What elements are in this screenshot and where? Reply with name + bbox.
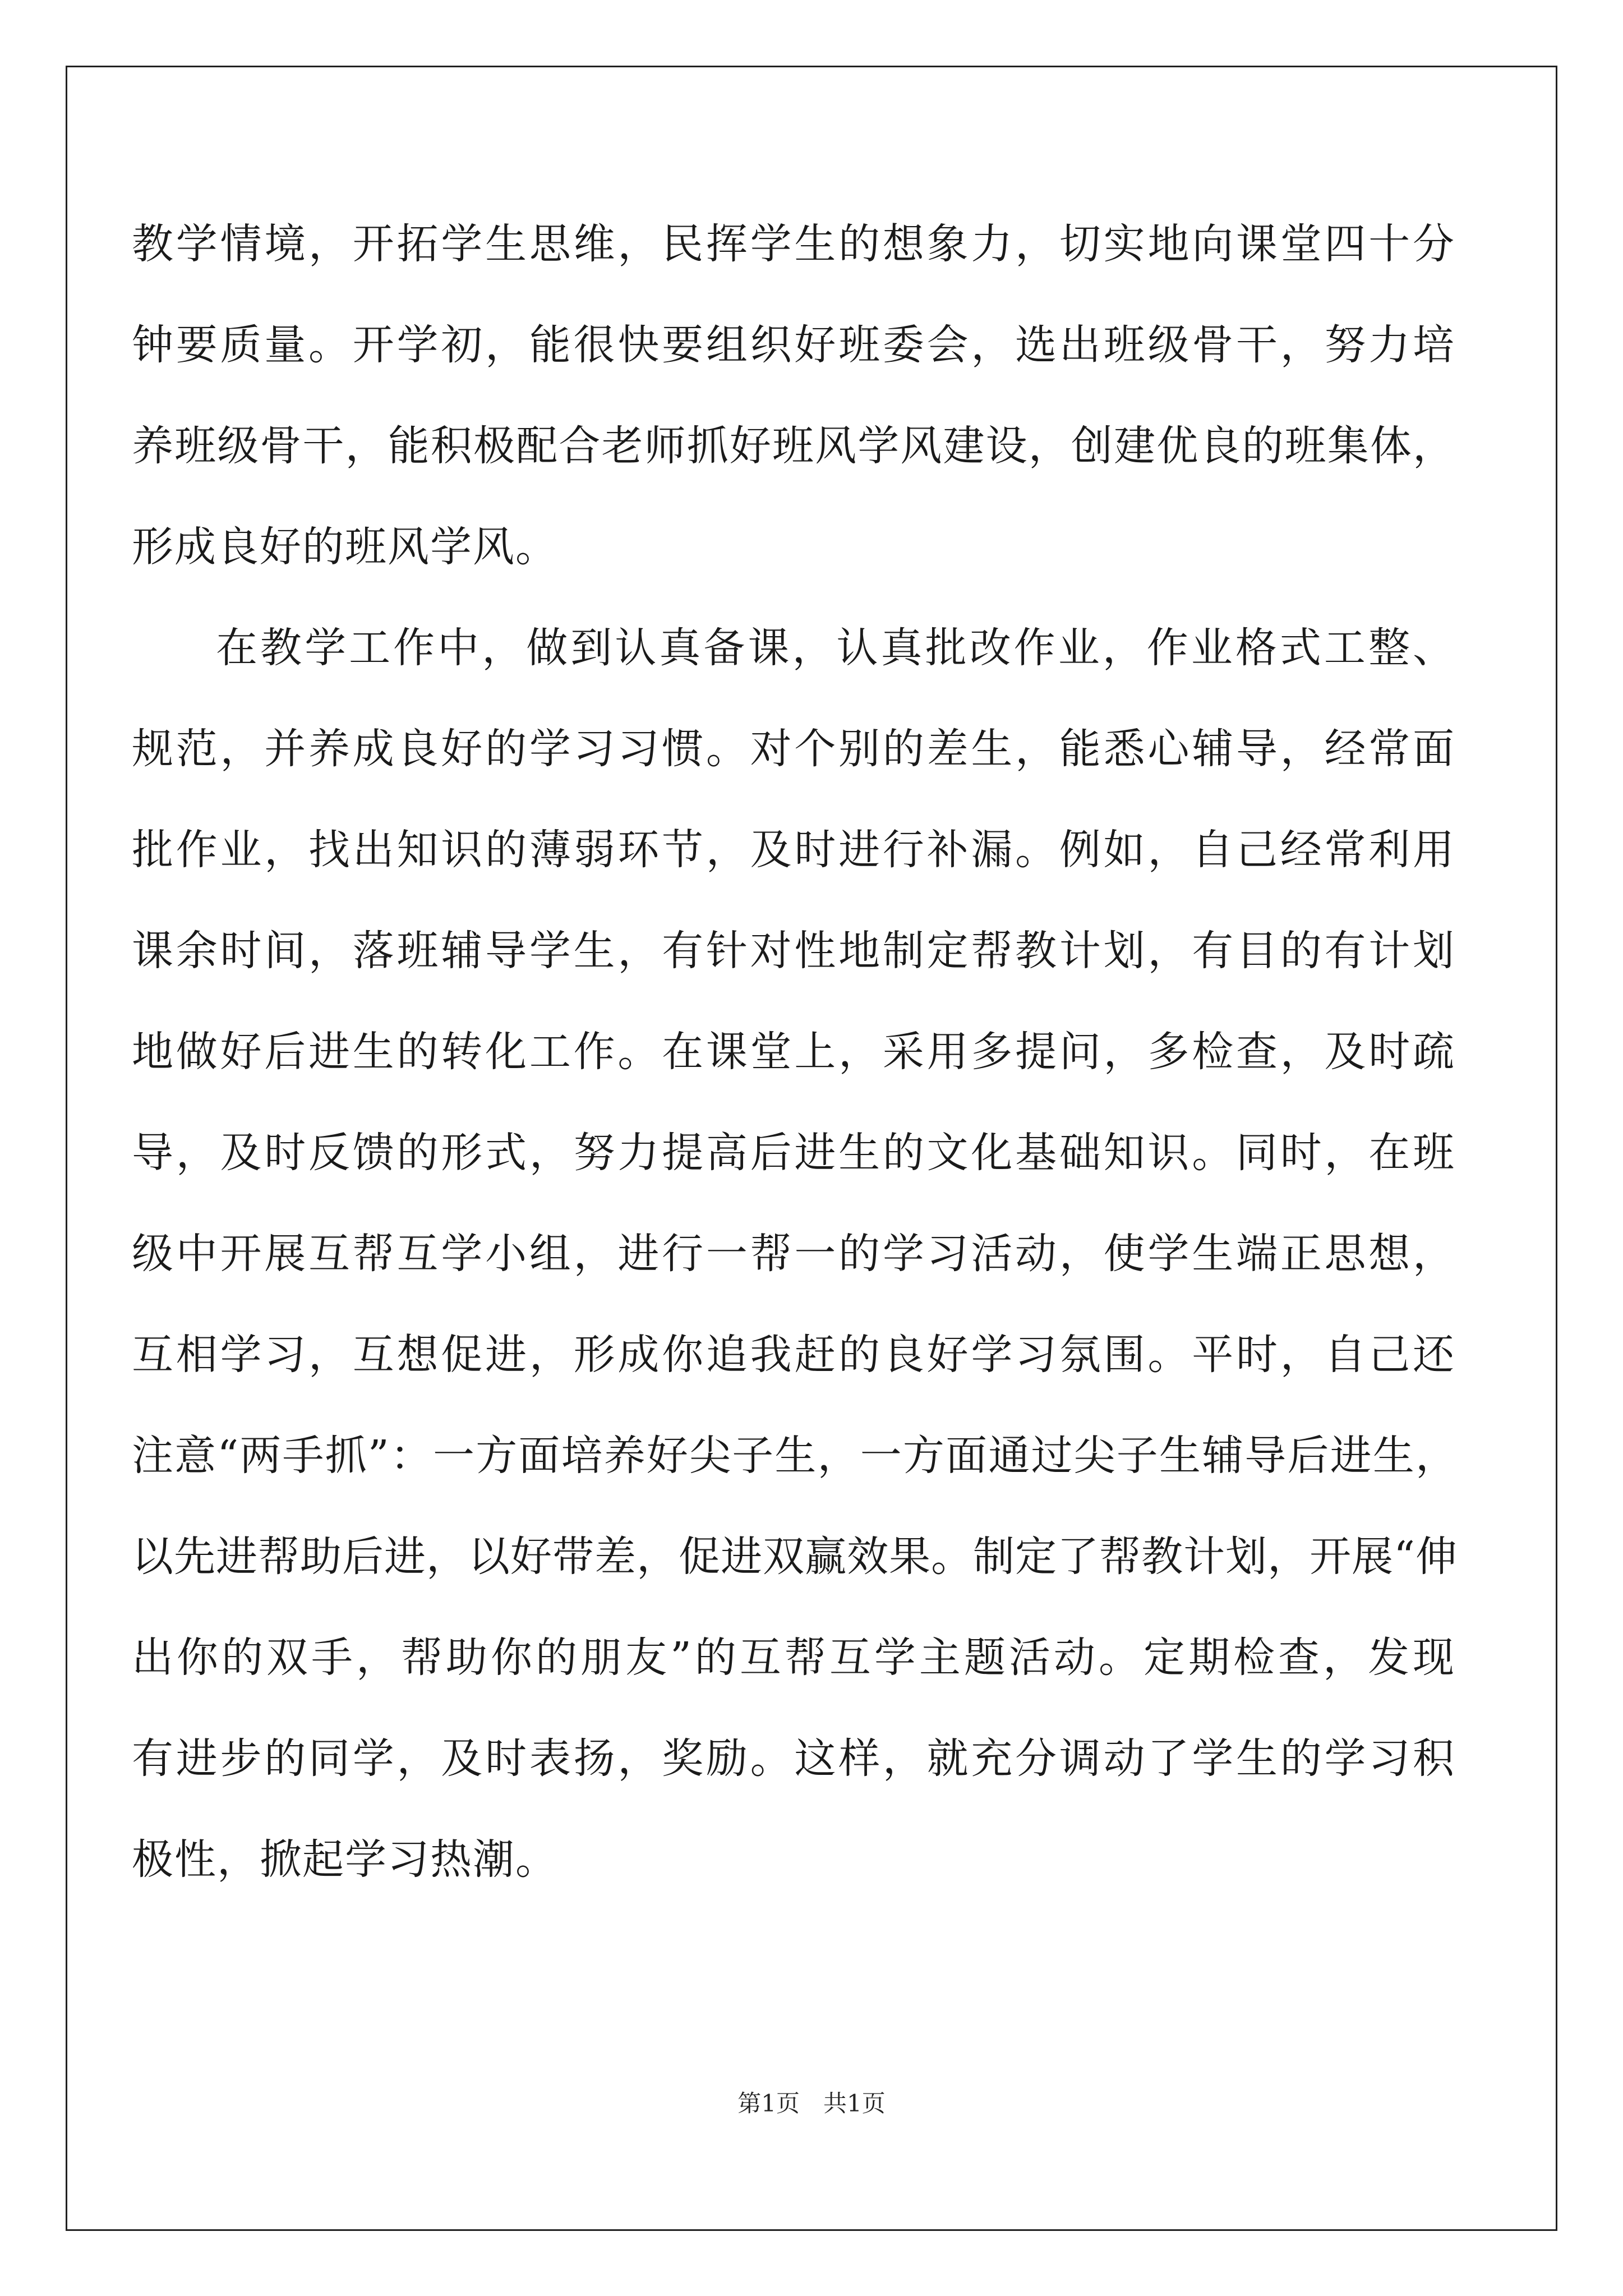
text-line: 注意“两手抓”：一方面培养好尖子生，一方面通过尖子生辅导后进生， (132, 1432, 1455, 1480)
page-number: 第1页 共1页 (737, 2090, 886, 2117)
text-line: 导，及时反馈的形式，努力提高后进生的文化基础知识。同时，在班 (132, 1129, 1455, 1177)
text-line: 规范，并养成良好的学习习惯。对个别的差生，能悉心辅导，经常面 (132, 725, 1455, 773)
text-line: 级中开展互帮互学小组，进行一帮一的学习活动，使学生端正思想， (132, 1230, 1455, 1278)
text-line: 地做好后进生的转化工作。在课堂上，采用多提问，多检查，及时疏 (132, 1028, 1455, 1076)
text-line: 教学情境，开拓学生思维，民挥学生的想象力，切实地向课堂四十分 (132, 220, 1455, 268)
text-line: 形成良好的班风学风。 (132, 523, 558, 571)
text-line: 养班级骨干，能积极配合老师抓好班风学风建设，创建优良的班集体， (132, 422, 1455, 470)
text-line: 钟要质量。开学初，能很快要组织好班委会，选出班级骨干，努力培 (132, 321, 1455, 369)
text-line: 极性，掀起学习热潮。 (132, 1835, 558, 1884)
paragraph-first-line: 在教学工作中，做到认真备课，认真批改作业，作业格式工整、 (216, 624, 1455, 672)
text-line: 出你的双手，帮助你的朋友”的互帮互学主题活动。定期检查，发现 (132, 1634, 1455, 1682)
text-line: 有进步的同学，及时表扬，奖励。这样，就充分调动了学生的学习积 (132, 1734, 1455, 1783)
document-body (132, 210, 1455, 1927)
text-line: 批作业，找出知识的薄弱环节，及时进行补漏。例如，自己经常利用 (132, 826, 1455, 874)
text-line: 以先进帮助后进，以好带差，促进双赢效果。制定了帮教计划，开展“伸 (132, 1533, 1455, 1581)
text-line: 课余时间，落班辅导学生，有针对性地制定帮教计划，有目的有计划 (132, 927, 1455, 975)
text-line: 互相学习，互想促进，形成你追我赶的良好学习氛围。平时，自己还 (132, 1331, 1455, 1379)
